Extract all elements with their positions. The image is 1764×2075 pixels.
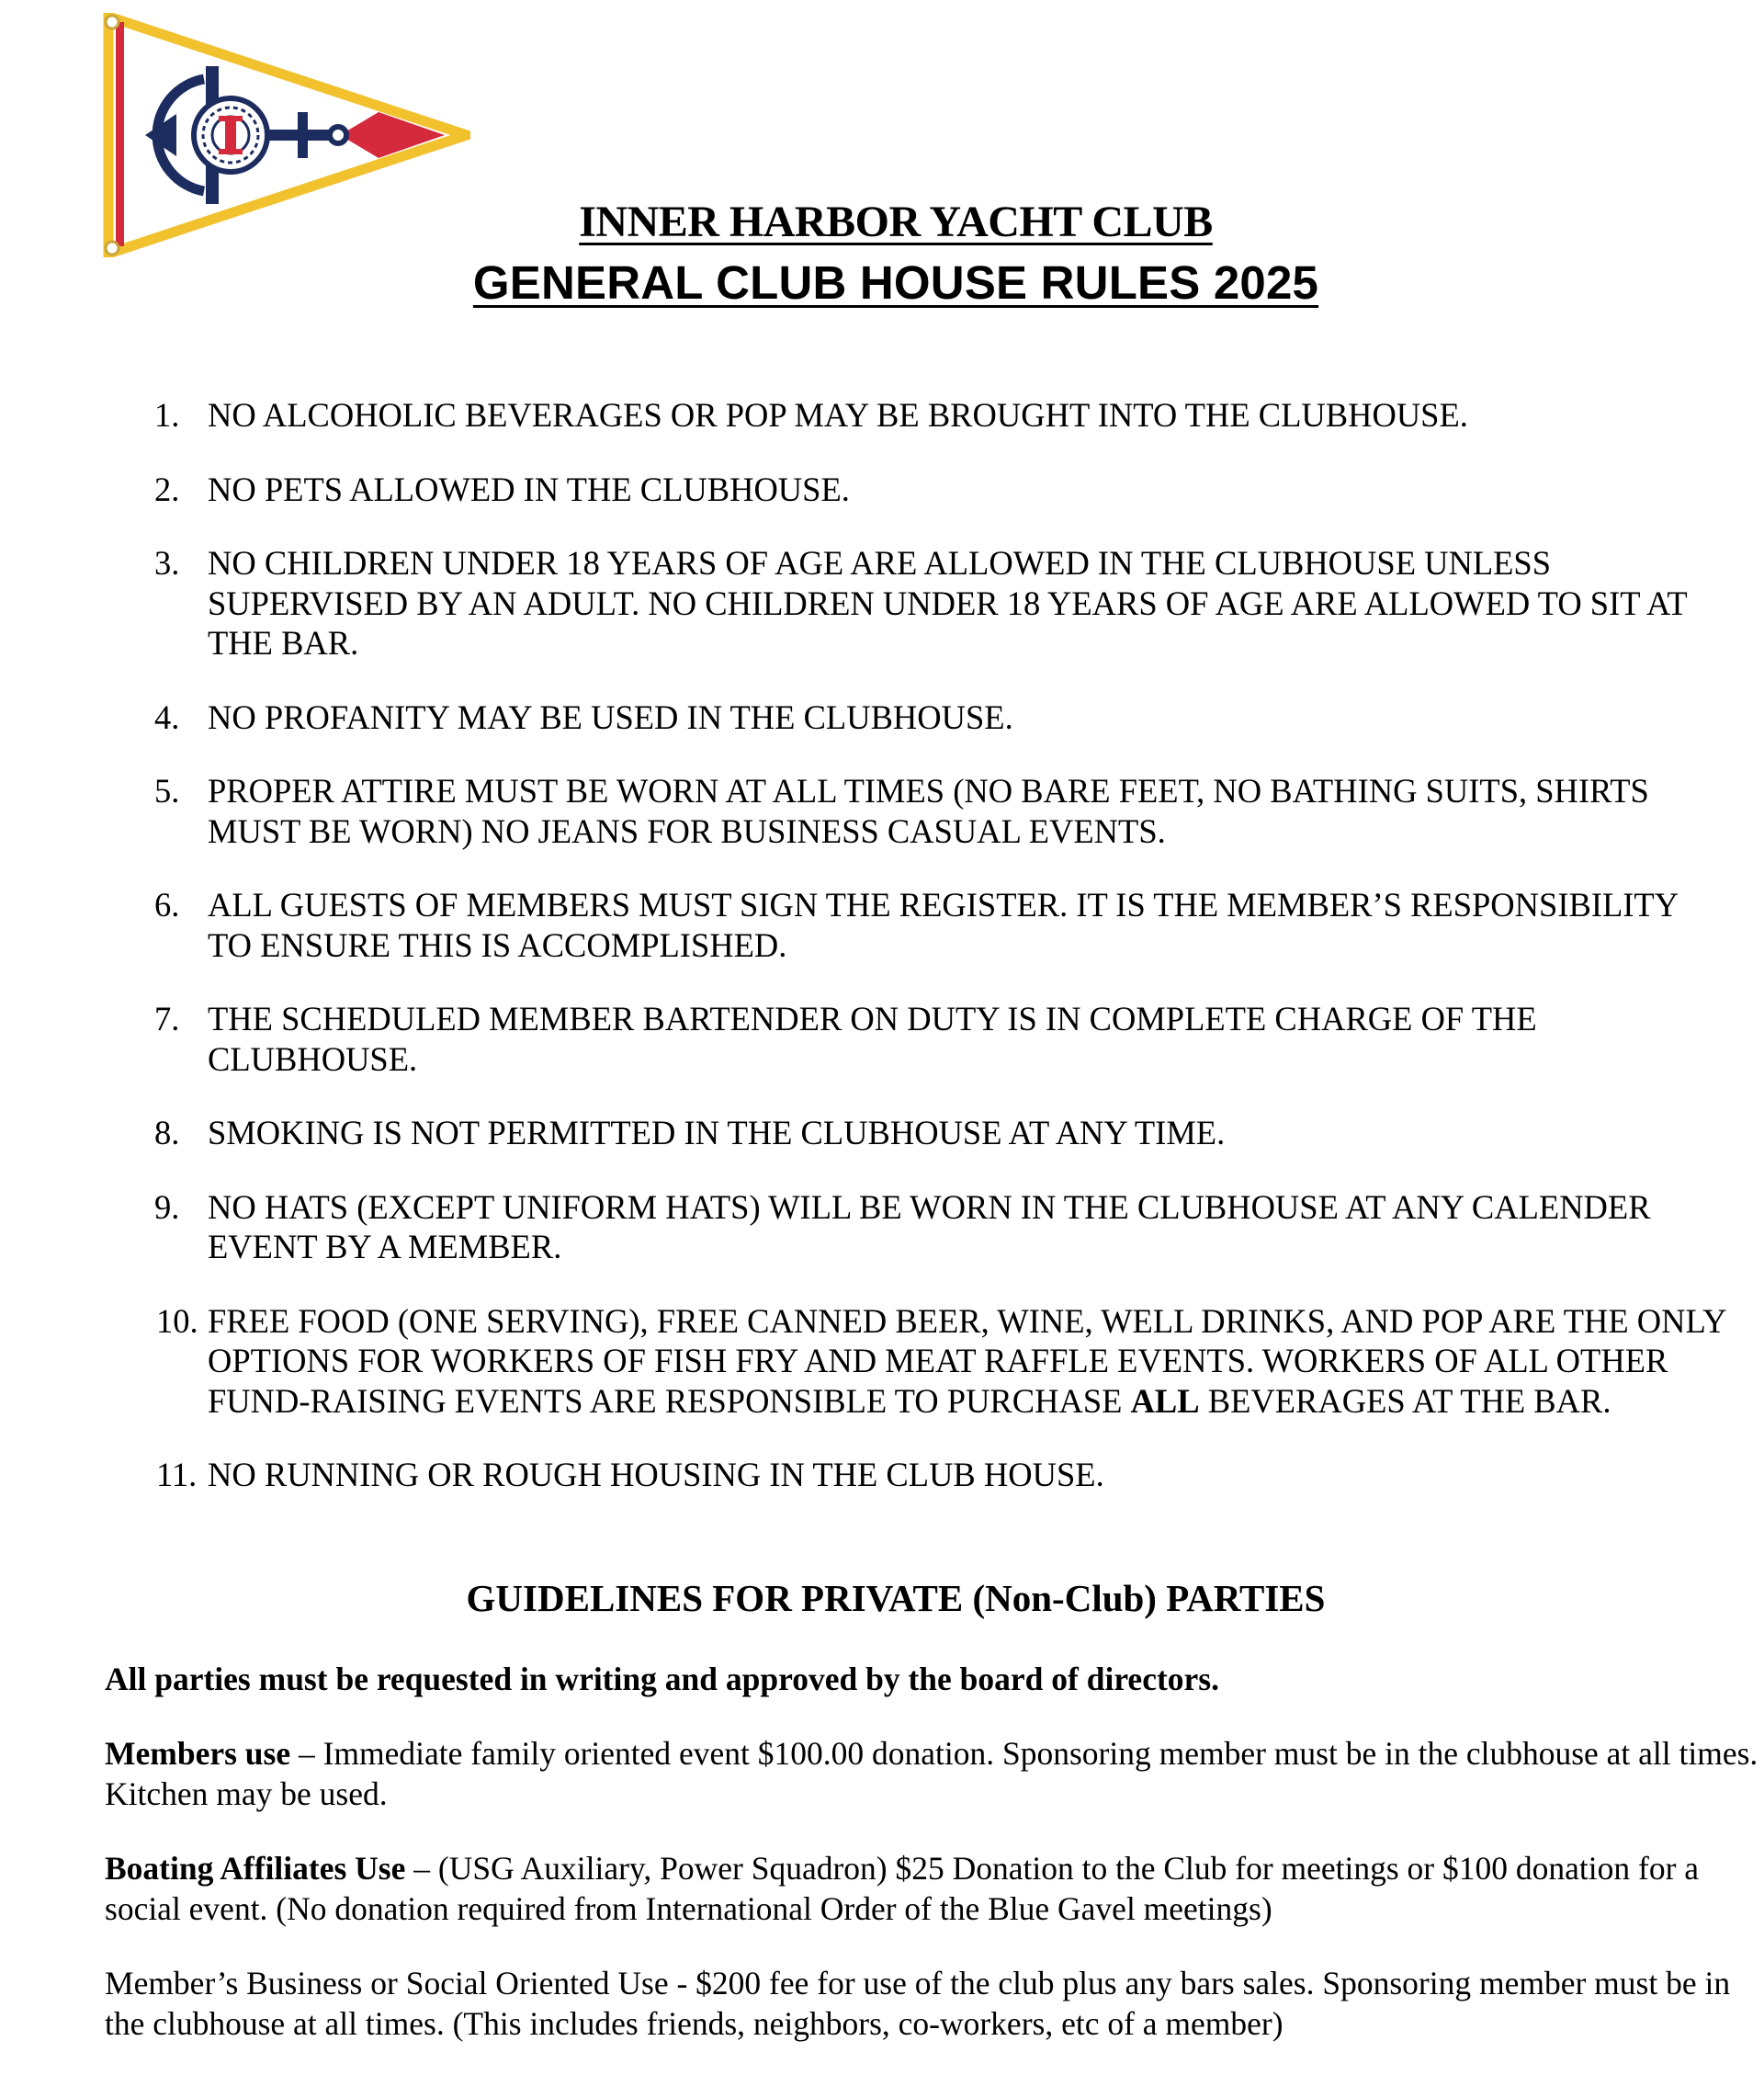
boating-affiliates-paragraph: Boating Affiliates Use – (USG Auxiliary, Power Squadron) $25 Donation to the Club for meetings or $100 donation for a social event. (No donation required from International Order of the Blue Gavel meetings)	[105, 1850, 1700, 1927]
approval-note: All parties must be requested in writing and approved by the board of directors.	[105, 1661, 1219, 1697]
rule-item: 10. FREE FOOD (ONE SERVING), FREE CANNED BEER, WINE, WELL DRINKS, AND POP ARE THE ONLY OPTIONS FOR WORKERS OF FISH FRY AND MEAT RAFFLE EVENTS. WORKERS OF ALL OTHER FUND-RAISING EVENTS ARE RESPONSIBLE TO PURCHASE ALL BEVERAGES AT THE BAR.	[156, 1301, 1726, 1420]
rules-list	[0, 395, 1727, 1529]
document-title: GENERAL CLUB HOUSE RULES 2025	[472, 256, 1319, 309]
business-use-paragraph: Member’s Business or Social Oriented Use - $200 fee for use of the club plus any bars sales. Sponsoring member must be in the clubhouse at all times. (This includes friends, neighbors, co-workers, etc of a member)	[105, 1965, 1731, 2042]
rule-item: 2. NO PETS ALLOWED IN THE CLUBHOUSE.	[154, 470, 850, 508]
rule-item: 5. PROPER ATTIRE MUST BE WORN AT ALL TIMES (NO BARE FEET, NO BATHING SUITS, SHIRTS MUST BE WORN) NO JEANS FOR BUSINESS CASUAL EVENTS.	[154, 772, 1649, 850]
guidelines-heading: GUIDELINES FOR PRIVATE (Non-Club) PARTIES	[466, 1577, 1326, 1619]
rule-item: 9. NO HATS (EXCEPT UNIFORM HATS) WILL BE WORN IN THE CLUBHOUSE AT ANY CALENDER EVENT BY A MEMBER.	[154, 1187, 1651, 1265]
rule-item: 8. SMOKING IS NOT PERMITTED IN THE CLUBHOUSE AT ANY TIME.	[154, 1114, 1226, 1151]
rule-item: 1. NO ALCOHOLIC BEVERAGES OR POP MAY BE BROUGHT INTO THE CLUBHOUSE.	[154, 396, 1468, 434]
rule-item: 4. NO PROFANITY MAY BE USED IN THE CLUBHOUSE.	[154, 697, 1013, 736]
rule-item: 6. ALL GUESTS OF MEMBERS MUST SIGN THE REGISTER. IT IS THE MEMBER’S RESPONSIBILITY TO ENSURE THIS IS ACCOMPLISHED.	[154, 886, 1678, 964]
rule-item: 7. THE SCHEDULED MEMBER BARTENDER ON DUTY IS IN COMPLETE CHARGE OF THE CLUBHOUSE.	[154, 1000, 1537, 1078]
rule-item: 11. NO RUNNING OR ROUGH HOUSING IN THE CLUB HOUSE.	[156, 1456, 1104, 1493]
rule-item: 3. NO CHILDREN UNDER 18 YEARS OF AGE ARE ALLOWED IN THE CLUBHOUSE UNLESS SUPERVISED BY AN ADULT. NO CHILDREN UNDER 18 YEARS OF AGE ARE ALLOWED TO SIT AT THE BAR.	[154, 544, 1687, 662]
club-name-heading: INNER HARBOR YACHT CLUB	[579, 198, 1213, 246]
members-use-paragraph: Members use – Immediate family oriented event $100.00 donation. Sponsoring member must be in the clubhouse at all times. Kitchen may be used.	[105, 1735, 1758, 1812]
